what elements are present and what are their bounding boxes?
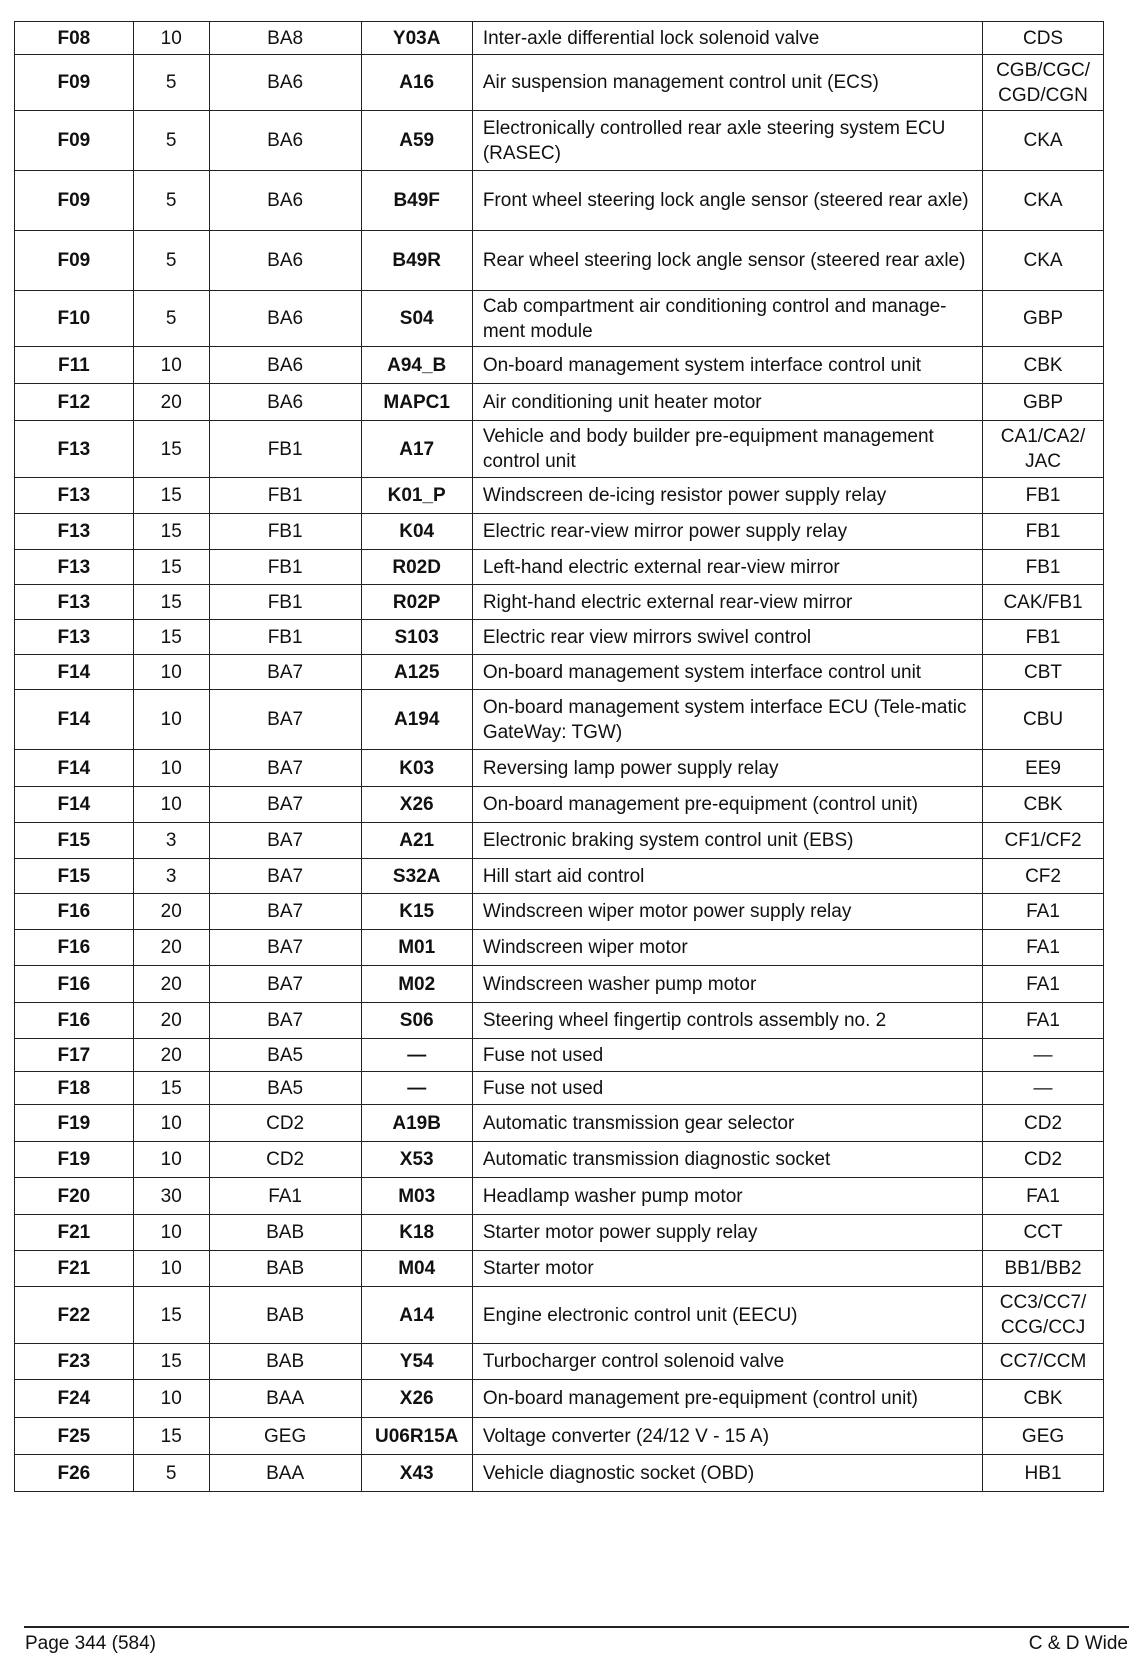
component-code: A125 — [361, 655, 472, 690]
component-code: K15 — [361, 894, 472, 930]
fuse-rating: 15 — [133, 1418, 209, 1455]
fuse-number: F14 — [15, 787, 134, 823]
option-code: FA1 — [983, 966, 1104, 1003]
component-code: A17 — [361, 421, 472, 478]
component-code: M04 — [361, 1251, 472, 1287]
option-code: CF2 — [983, 859, 1104, 894]
option-code: CD2 — [983, 1142, 1104, 1178]
supply-code: FB1 — [209, 550, 361, 585]
fuse-number: F13 — [15, 478, 134, 514]
fuse-rating: 10 — [133, 347, 209, 384]
component-code: K03 — [361, 750, 472, 787]
fuse-number: F26 — [15, 1455, 134, 1492]
supply-code: BA6 — [209, 347, 361, 384]
option-code: CC3/CC7/ CCG/CCJ — [983, 1287, 1104, 1344]
supply-code: BA6 — [209, 171, 361, 231]
component-code: X53 — [361, 1142, 472, 1178]
component-description: Left-hand electric external rear-view mirror — [472, 550, 982, 585]
component-code: B49F — [361, 171, 472, 231]
component-description: On-board management pre-equipment (control unit) — [472, 1380, 982, 1418]
table-row — [15, 690, 1104, 750]
fuse-number: F15 — [15, 859, 134, 894]
table-row — [15, 1215, 1104, 1251]
option-code: CF1/CF2 — [983, 823, 1104, 859]
table-row — [15, 1418, 1104, 1455]
supply-code: BA7 — [209, 930, 361, 966]
table-row — [15, 1344, 1104, 1380]
component-description: Hill start aid control — [472, 859, 982, 894]
supply-code: BA7 — [209, 787, 361, 823]
fuse-rating: 20 — [133, 966, 209, 1003]
fuse-number: F13 — [15, 421, 134, 478]
component-code: U06R15A — [361, 1418, 472, 1455]
supply-code: BA6 — [209, 55, 361, 111]
component-description: Rear wheel steering lock angle sensor (steered rear axle) — [472, 231, 982, 291]
supply-code: FB1 — [209, 421, 361, 478]
option-code: FB1 — [983, 514, 1104, 550]
option-code: EE9 — [983, 750, 1104, 787]
footer-divider — [24, 1626, 1129, 1628]
fuse-rating: 10 — [133, 1215, 209, 1251]
fuse-rating: 15 — [133, 478, 209, 514]
component-code: X43 — [361, 1455, 472, 1492]
component-description: Steering wheel fingertip controls assembly no. 2 — [472, 1003, 982, 1039]
fuse-number: F09 — [15, 231, 134, 291]
fuse-number: F14 — [15, 655, 134, 690]
fuse-number: F20 — [15, 1178, 134, 1215]
option-code: CBK — [983, 787, 1104, 823]
component-description: Electronically controlled rear axle steering system ECU (RASEC) — [472, 111, 982, 171]
table-row — [15, 585, 1104, 620]
component-code: K01_P — [361, 478, 472, 514]
table-row — [15, 1105, 1104, 1142]
fuse-rating: 15 — [133, 585, 209, 620]
supply-code: BA7 — [209, 894, 361, 930]
fuse-rating: 5 — [133, 111, 209, 171]
component-description: Starter motor power supply relay — [472, 1215, 982, 1251]
page-number: Page 344 (584) — [25, 1633, 156, 1654]
fuse-rating: 10 — [133, 1380, 209, 1418]
component-code: Y03A — [361, 22, 472, 55]
supply-code: BA7 — [209, 1003, 361, 1039]
table-row — [15, 1039, 1104, 1072]
component-description: Windscreen wiper motor — [472, 930, 982, 966]
table-row — [15, 966, 1104, 1003]
fuse-number: F16 — [15, 894, 134, 930]
table-row — [15, 291, 1104, 347]
component-description: Turbocharger control solenoid valve — [472, 1344, 982, 1380]
component-code: X26 — [361, 787, 472, 823]
fuse-rating: 15 — [133, 1072, 209, 1105]
table-row — [15, 22, 1104, 55]
fuse-rating: 20 — [133, 384, 209, 421]
fuse-number: F25 — [15, 1418, 134, 1455]
supply-code: BA6 — [209, 111, 361, 171]
table-row — [15, 478, 1104, 514]
fuse-number: F13 — [15, 550, 134, 585]
component-code: M02 — [361, 966, 472, 1003]
option-code: CBU — [983, 690, 1104, 750]
table-row — [15, 787, 1104, 823]
fuse-rating: 10 — [133, 655, 209, 690]
option-code: CBK — [983, 347, 1104, 384]
component-code: A194 — [361, 690, 472, 750]
table-row — [15, 823, 1104, 859]
supply-code: BA7 — [209, 966, 361, 1003]
component-code: A19B — [361, 1105, 472, 1142]
option-code: BB1/BB2 — [983, 1251, 1104, 1287]
component-description: Windscreen wiper motor power supply relay — [472, 894, 982, 930]
fuse-rating: 5 — [133, 231, 209, 291]
table-row — [15, 1003, 1104, 1039]
component-code: A59 — [361, 111, 472, 171]
component-description: Reversing lamp power supply relay — [472, 750, 982, 787]
component-description: Engine electronic control unit (EECU) — [472, 1287, 982, 1344]
component-code: A94_B — [361, 347, 472, 384]
supply-code: CD2 — [209, 1142, 361, 1178]
fuse-number: F21 — [15, 1215, 134, 1251]
component-description: Vehicle diagnostic socket (OBD) — [472, 1455, 982, 1492]
supply-code: BA6 — [209, 384, 361, 421]
fuse-table-body — [15, 22, 1104, 1492]
table-row — [15, 111, 1104, 171]
supply-code: FA1 — [209, 1178, 361, 1215]
fuse-number: F11 — [15, 347, 134, 384]
option-code: CC7/CCM — [983, 1344, 1104, 1380]
component-description: Starter motor — [472, 1251, 982, 1287]
supply-code: BAB — [209, 1251, 361, 1287]
supply-code: FB1 — [209, 585, 361, 620]
fuse-number: F19 — [15, 1105, 134, 1142]
component-description: Electric rear view mirrors swivel control — [472, 620, 982, 655]
component-description: Fuse not used — [472, 1072, 982, 1105]
fuse-rating: 10 — [133, 750, 209, 787]
fuse-number: F13 — [15, 620, 134, 655]
fuse-number: F14 — [15, 690, 134, 750]
component-code: Y54 — [361, 1344, 472, 1380]
fuse-table — [14, 21, 1104, 1492]
component-description: Right-hand electric external rear-view mirror — [472, 585, 982, 620]
table-row — [15, 171, 1104, 231]
option-code: CBK — [983, 1380, 1104, 1418]
option-code: FA1 — [983, 894, 1104, 930]
supply-code: FB1 — [209, 514, 361, 550]
component-code: M01 — [361, 930, 472, 966]
option-code: FB1 — [983, 550, 1104, 585]
component-description: Fuse not used — [472, 1039, 982, 1072]
component-description: On-board management system interface control unit — [472, 347, 982, 384]
fuse-number: F15 — [15, 823, 134, 859]
component-code: S103 — [361, 620, 472, 655]
fuse-rating: 10 — [133, 1105, 209, 1142]
option-code: GBP — [983, 384, 1104, 421]
fuse-rating: 10 — [133, 690, 209, 750]
supply-code: BA5 — [209, 1039, 361, 1072]
table-row — [15, 421, 1104, 478]
component-code: R02D — [361, 550, 472, 585]
fuse-number: F10 — [15, 291, 134, 347]
component-description: Voltage converter (24/12 V - 15 A) — [472, 1418, 982, 1455]
fuse-number: F13 — [15, 585, 134, 620]
component-description: Electronic braking system control unit (EBS) — [472, 823, 982, 859]
component-code: S32A — [361, 859, 472, 894]
component-code: K04 — [361, 514, 472, 550]
component-code: — — [361, 1039, 472, 1072]
option-code: CCT — [983, 1215, 1104, 1251]
table-row — [15, 655, 1104, 690]
component-description: Vehicle and body builder pre-equipment management control unit — [472, 421, 982, 478]
supply-code: BA7 — [209, 750, 361, 787]
fuse-rating: 5 — [133, 1455, 209, 1492]
component-code: B49R — [361, 231, 472, 291]
option-code: CKA — [983, 111, 1104, 171]
table-row — [15, 894, 1104, 930]
table-row — [15, 859, 1104, 894]
table-row — [15, 1072, 1104, 1105]
fuse-rating: 15 — [133, 620, 209, 655]
fuse-rating: 15 — [133, 550, 209, 585]
supply-code: BAA — [209, 1455, 361, 1492]
fuse-rating: 15 — [133, 514, 209, 550]
component-code: — — [361, 1072, 472, 1105]
fuse-number: F16 — [15, 966, 134, 1003]
supply-code: BA6 — [209, 291, 361, 347]
option-code: CBT — [983, 655, 1104, 690]
supply-code: BA7 — [209, 823, 361, 859]
component-description: Cab compartment air conditioning control and manage-ment module — [472, 291, 982, 347]
fuse-number: F21 — [15, 1251, 134, 1287]
supply-code: BAB — [209, 1287, 361, 1344]
fuse-rating: 3 — [133, 823, 209, 859]
supply-code: BA5 — [209, 1072, 361, 1105]
fuse-rating: 20 — [133, 1039, 209, 1072]
component-description: On-board management system interface control unit — [472, 655, 982, 690]
table-row — [15, 347, 1104, 384]
fuse-rating: 10 — [133, 22, 209, 55]
supply-code: BA7 — [209, 859, 361, 894]
supply-code: BAB — [209, 1344, 361, 1380]
component-description: Front wheel steering lock angle sensor (steered rear axle) — [472, 171, 982, 231]
fuse-number: F14 — [15, 750, 134, 787]
fuse-rating: 15 — [133, 1287, 209, 1344]
table-row — [15, 1178, 1104, 1215]
component-code: A14 — [361, 1287, 472, 1344]
component-code: K18 — [361, 1215, 472, 1251]
component-code: R02P — [361, 585, 472, 620]
component-description: Air conditioning unit heater motor — [472, 384, 982, 421]
supply-code: CD2 — [209, 1105, 361, 1142]
component-description: Windscreen de-icing resistor power supply relay — [472, 478, 982, 514]
option-code: FB1 — [983, 478, 1104, 514]
fuse-number: F24 — [15, 1380, 134, 1418]
fuse-number: F12 — [15, 384, 134, 421]
fuse-rating: 10 — [133, 1251, 209, 1287]
option-code: CAK/FB1 — [983, 585, 1104, 620]
component-code: S06 — [361, 1003, 472, 1039]
table-row — [15, 55, 1104, 111]
fuse-rating: 10 — [133, 787, 209, 823]
supply-code: BA7 — [209, 690, 361, 750]
fuse-number: F23 — [15, 1344, 134, 1380]
component-code: X26 — [361, 1380, 472, 1418]
fuse-rating: 10 — [133, 1142, 209, 1178]
option-code: CA1/CA2/ JAC — [983, 421, 1104, 478]
supply-code: BA7 — [209, 655, 361, 690]
option-code: GBP — [983, 291, 1104, 347]
table-row — [15, 750, 1104, 787]
component-description: Headlamp washer pump motor — [472, 1178, 982, 1215]
fuse-number: F17 — [15, 1039, 134, 1072]
option-code: — — [983, 1072, 1104, 1105]
component-code: A21 — [361, 823, 472, 859]
table-row — [15, 514, 1104, 550]
fuse-number: F22 — [15, 1287, 134, 1344]
component-description: On-board management system interface ECU (Tele-matic GateWay: TGW) — [472, 690, 982, 750]
supply-code: BA8 — [209, 22, 361, 55]
option-code: HB1 — [983, 1455, 1104, 1492]
table-row — [15, 1380, 1104, 1418]
document-title: C & D Wide — [1028, 1633, 1128, 1654]
option-code: CKA — [983, 231, 1104, 291]
component-description: Air suspension management control unit (ECS) — [472, 55, 982, 111]
table-row — [15, 930, 1104, 966]
fuse-rating: 15 — [133, 421, 209, 478]
option-code: GEG — [983, 1418, 1104, 1455]
option-code: FA1 — [983, 1178, 1104, 1215]
option-code: CDS — [983, 22, 1104, 55]
fuse-number: F08 — [15, 22, 134, 55]
supply-code: FB1 — [209, 478, 361, 514]
component-code: MAPC1 — [361, 384, 472, 421]
option-code: CKA — [983, 171, 1104, 231]
supply-code: FB1 — [209, 620, 361, 655]
table-row — [15, 550, 1104, 585]
table-row — [15, 1287, 1104, 1344]
supply-code: BAA — [209, 1380, 361, 1418]
fuse-rating: 5 — [133, 291, 209, 347]
fuse-rating: 5 — [133, 55, 209, 111]
fuse-rating: 3 — [133, 859, 209, 894]
option-code: — — [983, 1039, 1104, 1072]
fuse-number: F13 — [15, 514, 134, 550]
supply-code: GEG — [209, 1418, 361, 1455]
option-code: CD2 — [983, 1105, 1104, 1142]
option-code: FA1 — [983, 930, 1104, 966]
option-code: FA1 — [983, 1003, 1104, 1039]
option-code: CGB/CGC/ CGD/CGN — [983, 55, 1104, 111]
fuse-number: F09 — [15, 171, 134, 231]
fuse-rating: 30 — [133, 1178, 209, 1215]
fuse-rating: 20 — [133, 1003, 209, 1039]
fuse-number: F09 — [15, 55, 134, 111]
component-description: Windscreen washer pump motor — [472, 966, 982, 1003]
table-row — [15, 1251, 1104, 1287]
component-code: S04 — [361, 291, 472, 347]
component-description: Inter-axle differential lock solenoid valve — [472, 22, 982, 55]
fuse-rating: 5 — [133, 171, 209, 231]
table-row — [15, 384, 1104, 421]
component-code: M03 — [361, 1178, 472, 1215]
fuse-number: F09 — [15, 111, 134, 171]
option-code: FB1 — [983, 620, 1104, 655]
component-description: On-board management pre-equipment (control unit) — [472, 787, 982, 823]
supply-code: BA6 — [209, 231, 361, 291]
table-row — [15, 1455, 1104, 1492]
fuse-number: F18 — [15, 1072, 134, 1105]
fuse-rating: 20 — [133, 894, 209, 930]
table-row — [15, 620, 1104, 655]
table-row — [15, 1142, 1104, 1178]
fuse-number: F16 — [15, 930, 134, 966]
component-description: Automatic transmission diagnostic socket — [472, 1142, 982, 1178]
supply-code: BAB — [209, 1215, 361, 1251]
component-description: Electric rear-view mirror power supply relay — [472, 514, 982, 550]
component-code: A16 — [361, 55, 472, 111]
fuse-rating: 20 — [133, 930, 209, 966]
component-description: Automatic transmission gear selector — [472, 1105, 982, 1142]
fuse-number: F16 — [15, 1003, 134, 1039]
fuse-number: F19 — [15, 1142, 134, 1178]
fuse-rating: 15 — [133, 1344, 209, 1380]
table-row — [15, 231, 1104, 291]
